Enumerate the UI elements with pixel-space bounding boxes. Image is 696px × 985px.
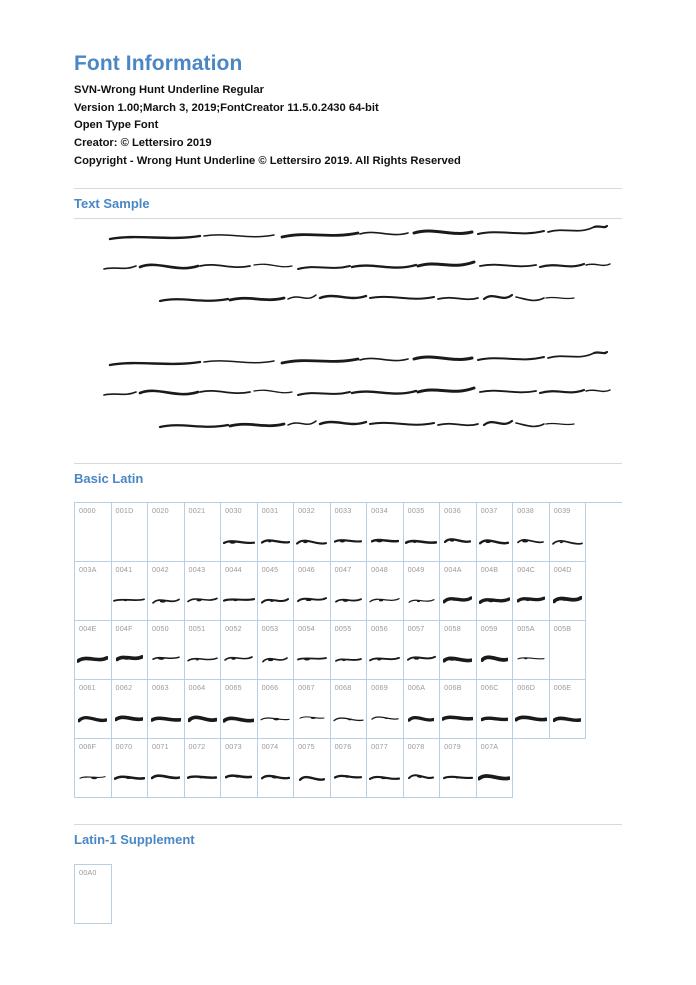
glyph-code-label: 0045 (261, 565, 279, 575)
glyph-cell[interactable] (404, 621, 441, 680)
glyph-code-label: 0075 (298, 742, 315, 752)
glyph-stroke-icon (185, 588, 221, 610)
glyph-code-label: 0076 (334, 742, 352, 752)
glyph-cell[interactable] (258, 680, 295, 739)
glyph-cell[interactable] (367, 503, 404, 562)
glyph-code-label: 0077 (371, 742, 388, 752)
glyph-cell[interactable] (331, 739, 368, 798)
sample-stroke-line-1 (108, 349, 622, 381)
glyph-code-label: 006E (553, 683, 572, 693)
glyph-code-label: 0036 (444, 506, 461, 516)
glyph-stroke-icon (258, 647, 294, 669)
glyph-code-label: 0035 (407, 506, 425, 516)
glyph-code-label: 006C (480, 683, 499, 693)
glyph-code-label: 003A (79, 565, 97, 575)
glyph-stroke-icon (221, 765, 257, 787)
glyph-stroke-icon (112, 647, 148, 669)
glyph-code-label: 004D (553, 565, 572, 575)
glyph-stroke-icon (367, 588, 403, 610)
glyph-grid-latin1-supplement (74, 864, 112, 924)
glyph-stroke-icon (440, 588, 476, 610)
glyph-code-label: 0052 (225, 624, 242, 634)
glyph-code-label: 0020 (152, 506, 169, 516)
glyph-code-label: 0000 (79, 506, 96, 516)
glyph-cell[interactable] (477, 503, 514, 562)
glyph-code-label: 0032 (298, 506, 315, 516)
glyph-code-label: 0049 (407, 565, 425, 575)
glyph-cell[interactable] (148, 739, 185, 798)
glyph-cell[interactable] (75, 562, 112, 621)
glyph-code-label: 004F (115, 624, 133, 634)
glyph-cell[interactable] (75, 621, 112, 680)
glyph-code-label: 0078 (407, 742, 425, 752)
glyph-cell[interactable] (477, 680, 514, 739)
glyph-code-label: 006F (79, 742, 97, 752)
glyph-stroke-icon (258, 706, 294, 728)
section-heading-basic-latin: Basic Latin (74, 470, 144, 486)
glyph-cell[interactable] (258, 621, 295, 680)
glyph-code-label: 0056 (371, 624, 388, 634)
glyph-stroke-icon (148, 706, 184, 728)
glyph-cell[interactable] (75, 739, 112, 798)
glyph-stroke-icon (477, 588, 513, 610)
glyph-stroke-icon (550, 529, 586, 551)
glyph-cell[interactable] (440, 621, 477, 680)
page-content (74, 52, 622, 924)
glyph-stroke-icon (440, 529, 476, 551)
glyph-stroke-icon (331, 588, 367, 610)
font-fullname: SVN-Wrong Hunt Underline Regular (74, 84, 264, 97)
glyph-cell[interactable] (258, 739, 295, 798)
glyph-cell[interactable] (112, 562, 149, 621)
glyph-cell[interactable] (331, 680, 368, 739)
sample-stroke-line-3 (158, 287, 622, 319)
glyph-code-label: 0061 (79, 683, 96, 693)
glyph-cell[interactable] (477, 739, 514, 798)
glyph-cell[interactable] (440, 503, 477, 562)
glyph-code-label: 0070 (115, 742, 133, 752)
glyph-code-label: 0047 (334, 565, 352, 575)
glyph-stroke-icon (185, 647, 221, 669)
section-heading-latin1-supplement: Latin-1 Supplement (74, 832, 195, 848)
glyph-code-label: 0079 (444, 742, 461, 752)
glyph-cell[interactable] (367, 680, 404, 739)
glyph-stroke-icon (367, 765, 403, 787)
glyph-code-label: 0068 (334, 683, 352, 693)
glyph-cell[interactable] (331, 621, 368, 680)
glyph-code-label: 0074 (261, 742, 279, 752)
glyph-code-label: 0051 (188, 624, 206, 634)
glyph-stroke-icon (367, 647, 403, 669)
glyph-cell[interactable] (404, 562, 441, 621)
glyph-stroke-icon (404, 588, 440, 610)
glyph-stroke-icon (331, 647, 367, 669)
font-format: Open Type Font (74, 119, 159, 132)
glyph-code-label: 0063 (152, 683, 169, 693)
glyph-cell[interactable] (440, 562, 477, 621)
glyph-stroke-icon (331, 529, 367, 551)
glyph-cell[interactable] (404, 739, 441, 798)
glyph-cell[interactable] (367, 562, 404, 621)
glyph-code-label: 0071 (152, 742, 169, 752)
glyph-code-label: 004E (79, 624, 97, 634)
glyph-stroke-icon (294, 529, 330, 551)
glyph-cell[interactable] (148, 680, 185, 739)
glyph-stroke-icon (404, 706, 440, 728)
glyph-cell[interactable] (513, 621, 550, 680)
glyph-cell[interactable] (148, 503, 185, 562)
glyph-stroke-icon (477, 706, 513, 728)
glyph-code-label: 0069 (371, 683, 388, 693)
glyph-cell[interactable] (294, 680, 331, 739)
glyph-stroke-icon (294, 706, 330, 728)
glyph-stroke-icon (185, 765, 221, 787)
glyph-code-label: 0062 (115, 683, 133, 693)
glyph-cell[interactable] (367, 739, 404, 798)
glyph-cell[interactable] (221, 680, 258, 739)
glyph-cell[interactable] (112, 680, 149, 739)
glyph-stroke-icon (440, 765, 476, 787)
glyph-cell[interactable] (477, 621, 514, 680)
glyph-stroke-icon (550, 588, 586, 610)
glyph-stroke-icon (513, 529, 549, 551)
glyph-code-label: 006A (407, 683, 426, 693)
glyph-code-label: 0044 (225, 565, 242, 575)
section-heading-text-sample: Text Sample (74, 196, 150, 212)
glyph-code-label: 0053 (261, 624, 279, 634)
glyph-stroke-icon (112, 765, 148, 787)
glyph-code-label: 0066 (261, 683, 279, 693)
glyph-code-label: 0065 (225, 683, 242, 693)
page-title: Font Information (74, 52, 243, 75)
glyph-cell[interactable] (185, 621, 222, 680)
glyph-code-label: 0038 (517, 506, 534, 516)
glyph-stroke-icon (258, 765, 294, 787)
glyph-stroke-icon (258, 529, 294, 551)
glyph-cell[interactable] (294, 562, 331, 621)
glyph-code-label: 0039 (553, 506, 571, 516)
glyph-stroke-icon (477, 765, 513, 787)
glyph-cell[interactable] (75, 680, 112, 739)
glyph-stroke-icon (185, 706, 221, 728)
glyph-stroke-icon (404, 647, 440, 669)
glyph-stroke-icon (440, 706, 476, 728)
glyph-stroke-icon (513, 647, 549, 669)
glyph-stroke-icon (367, 706, 403, 728)
text-sample-block-1 (74, 219, 622, 319)
sample-stroke-line-3 (158, 413, 622, 445)
glyph-code-label: 004C (517, 565, 536, 575)
glyph-stroke-icon (404, 529, 440, 551)
glyph-stroke-icon (221, 529, 257, 551)
glyph-cell[interactable] (75, 865, 112, 924)
glyph-code-label: 001D (115, 506, 134, 516)
glyph-stroke-icon (112, 588, 148, 610)
glyph-stroke-icon (221, 706, 257, 728)
glyph-cell[interactable] (331, 562, 368, 621)
glyph-cell[interactable] (404, 503, 441, 562)
glyph-cell[interactable] (185, 739, 222, 798)
glyph-cell[interactable] (221, 503, 258, 562)
glyph-stroke-icon (404, 765, 440, 787)
glyph-stroke-icon (440, 647, 476, 669)
glyph-code-label: 0034 (371, 506, 388, 516)
glyph-code-label: 0048 (371, 565, 388, 575)
glyph-cell[interactable] (148, 562, 185, 621)
glyph-code-label: 0030 (225, 506, 242, 516)
glyph-cell[interactable] (513, 503, 550, 562)
glyph-cell[interactable] (258, 503, 295, 562)
glyph-cell[interactable] (550, 562, 587, 621)
glyph-cell[interactable] (477, 562, 514, 621)
glyph-stroke-icon (75, 765, 111, 787)
glyph-cell[interactable] (75, 503, 112, 562)
glyph-code-label: 0031 (261, 506, 279, 516)
glyph-code-label: 004A (444, 565, 462, 575)
font-creator: Creator: © Lettersiro 2019 (74, 136, 212, 149)
glyph-cell[interactable] (367, 621, 404, 680)
glyph-code-label: 0037 (480, 506, 498, 516)
glyph-stroke-icon (221, 647, 257, 669)
glyph-cell[interactable] (221, 562, 258, 621)
glyph-cell[interactable] (294, 739, 331, 798)
glyph-stroke-icon (294, 588, 330, 610)
glyph-stroke-icon (258, 588, 294, 610)
glyph-cell[interactable] (294, 503, 331, 562)
glyph-cell[interactable] (221, 621, 258, 680)
glyph-cell[interactable] (258, 562, 295, 621)
glyph-cell[interactable] (112, 621, 149, 680)
glyph-stroke-icon (477, 647, 513, 669)
font-copyright: Copyright - Wrong Hunt Underline © Lettersiro 2019. All Rights Reserved (74, 154, 461, 167)
glyph-code-label: 0043 (188, 565, 206, 575)
glyph-code-label: 0033 (334, 506, 352, 516)
glyph-stroke-icon (477, 529, 513, 551)
glyph-stroke-icon (112, 706, 148, 728)
glyph-cell[interactable] (440, 739, 477, 798)
glyph-code-label: 00A0 (79, 867, 97, 877)
glyph-code-label: 0059 (480, 624, 498, 634)
glyph-code-label: 0072 (188, 742, 206, 752)
glyph-stroke-icon (75, 647, 111, 669)
glyph-cell[interactable] (404, 680, 441, 739)
sample-stroke-line-1 (108, 223, 622, 255)
glyph-stroke-icon (331, 706, 367, 728)
glyph-code-label: 006B (444, 683, 462, 693)
glyph-code-label: 0073 (225, 742, 242, 752)
glyph-cell[interactable] (550, 680, 587, 739)
sample-stroke-line-2 (102, 381, 622, 413)
glyph-cell[interactable] (185, 680, 222, 739)
glyph-cell[interactable] (550, 503, 587, 562)
glyph-code-label: 0021 (188, 506, 206, 516)
glyph-stroke-icon (331, 765, 367, 787)
glyph-stroke-icon (367, 529, 403, 551)
glyph-cell[interactable] (550, 621, 587, 680)
glyph-cell[interactable] (294, 621, 331, 680)
glyph-code-label: 0054 (298, 624, 315, 634)
glyph-stroke-icon (148, 647, 184, 669)
glyph-cell[interactable] (513, 562, 550, 621)
glyph-cell[interactable] (331, 503, 368, 562)
glyph-code-label: 004B (480, 565, 499, 575)
glyph-code-label: 005B (553, 624, 572, 634)
glyph-code-label: 0067 (298, 683, 315, 693)
glyph-code-label: 0041 (115, 565, 133, 575)
font-version: Version 1.00;March 3, 2019;FontCreator 11.5.0.2430 64-bit (74, 101, 379, 114)
glyph-grid-basic-latin (74, 502, 622, 798)
glyph-cell[interactable] (221, 739, 258, 798)
glyph-cell[interactable] (185, 562, 222, 621)
glyph-code-label: 0050 (152, 624, 169, 634)
glyph-stroke-icon (513, 706, 549, 728)
glyph-cell[interactable] (112, 503, 149, 562)
sample-stroke-line-2 (102, 255, 622, 287)
glyph-stroke-icon (294, 765, 330, 787)
glyph-code-label: 0042 (152, 565, 169, 575)
glyph-stroke-icon (148, 765, 184, 787)
glyph-stroke-icon (550, 706, 586, 728)
glyph-cell[interactable] (513, 680, 550, 739)
glyph-stroke-icon (221, 588, 257, 610)
glyph-code-label: 0064 (188, 683, 206, 693)
glyph-code-label: 005A (517, 624, 535, 634)
glyph-cell[interactable] (112, 739, 149, 798)
text-sample-block-2 (74, 345, 622, 445)
glyph-code-label: 0057 (407, 624, 425, 634)
glyph-stroke-icon (294, 647, 330, 669)
glyph-stroke-icon (513, 588, 549, 610)
glyph-code-label: 0055 (334, 624, 352, 634)
glyph-cell[interactable] (185, 503, 222, 562)
glyph-code-label: 007A (480, 742, 499, 752)
glyph-code-label: 0046 (298, 565, 315, 575)
glyph-cell[interactable] (440, 680, 477, 739)
glyph-code-label: 0058 (444, 624, 461, 634)
glyph-stroke-icon (75, 706, 111, 728)
glyph-stroke-icon (148, 588, 184, 610)
glyph-cell[interactable] (148, 621, 185, 680)
glyph-code-label: 006D (517, 683, 536, 693)
